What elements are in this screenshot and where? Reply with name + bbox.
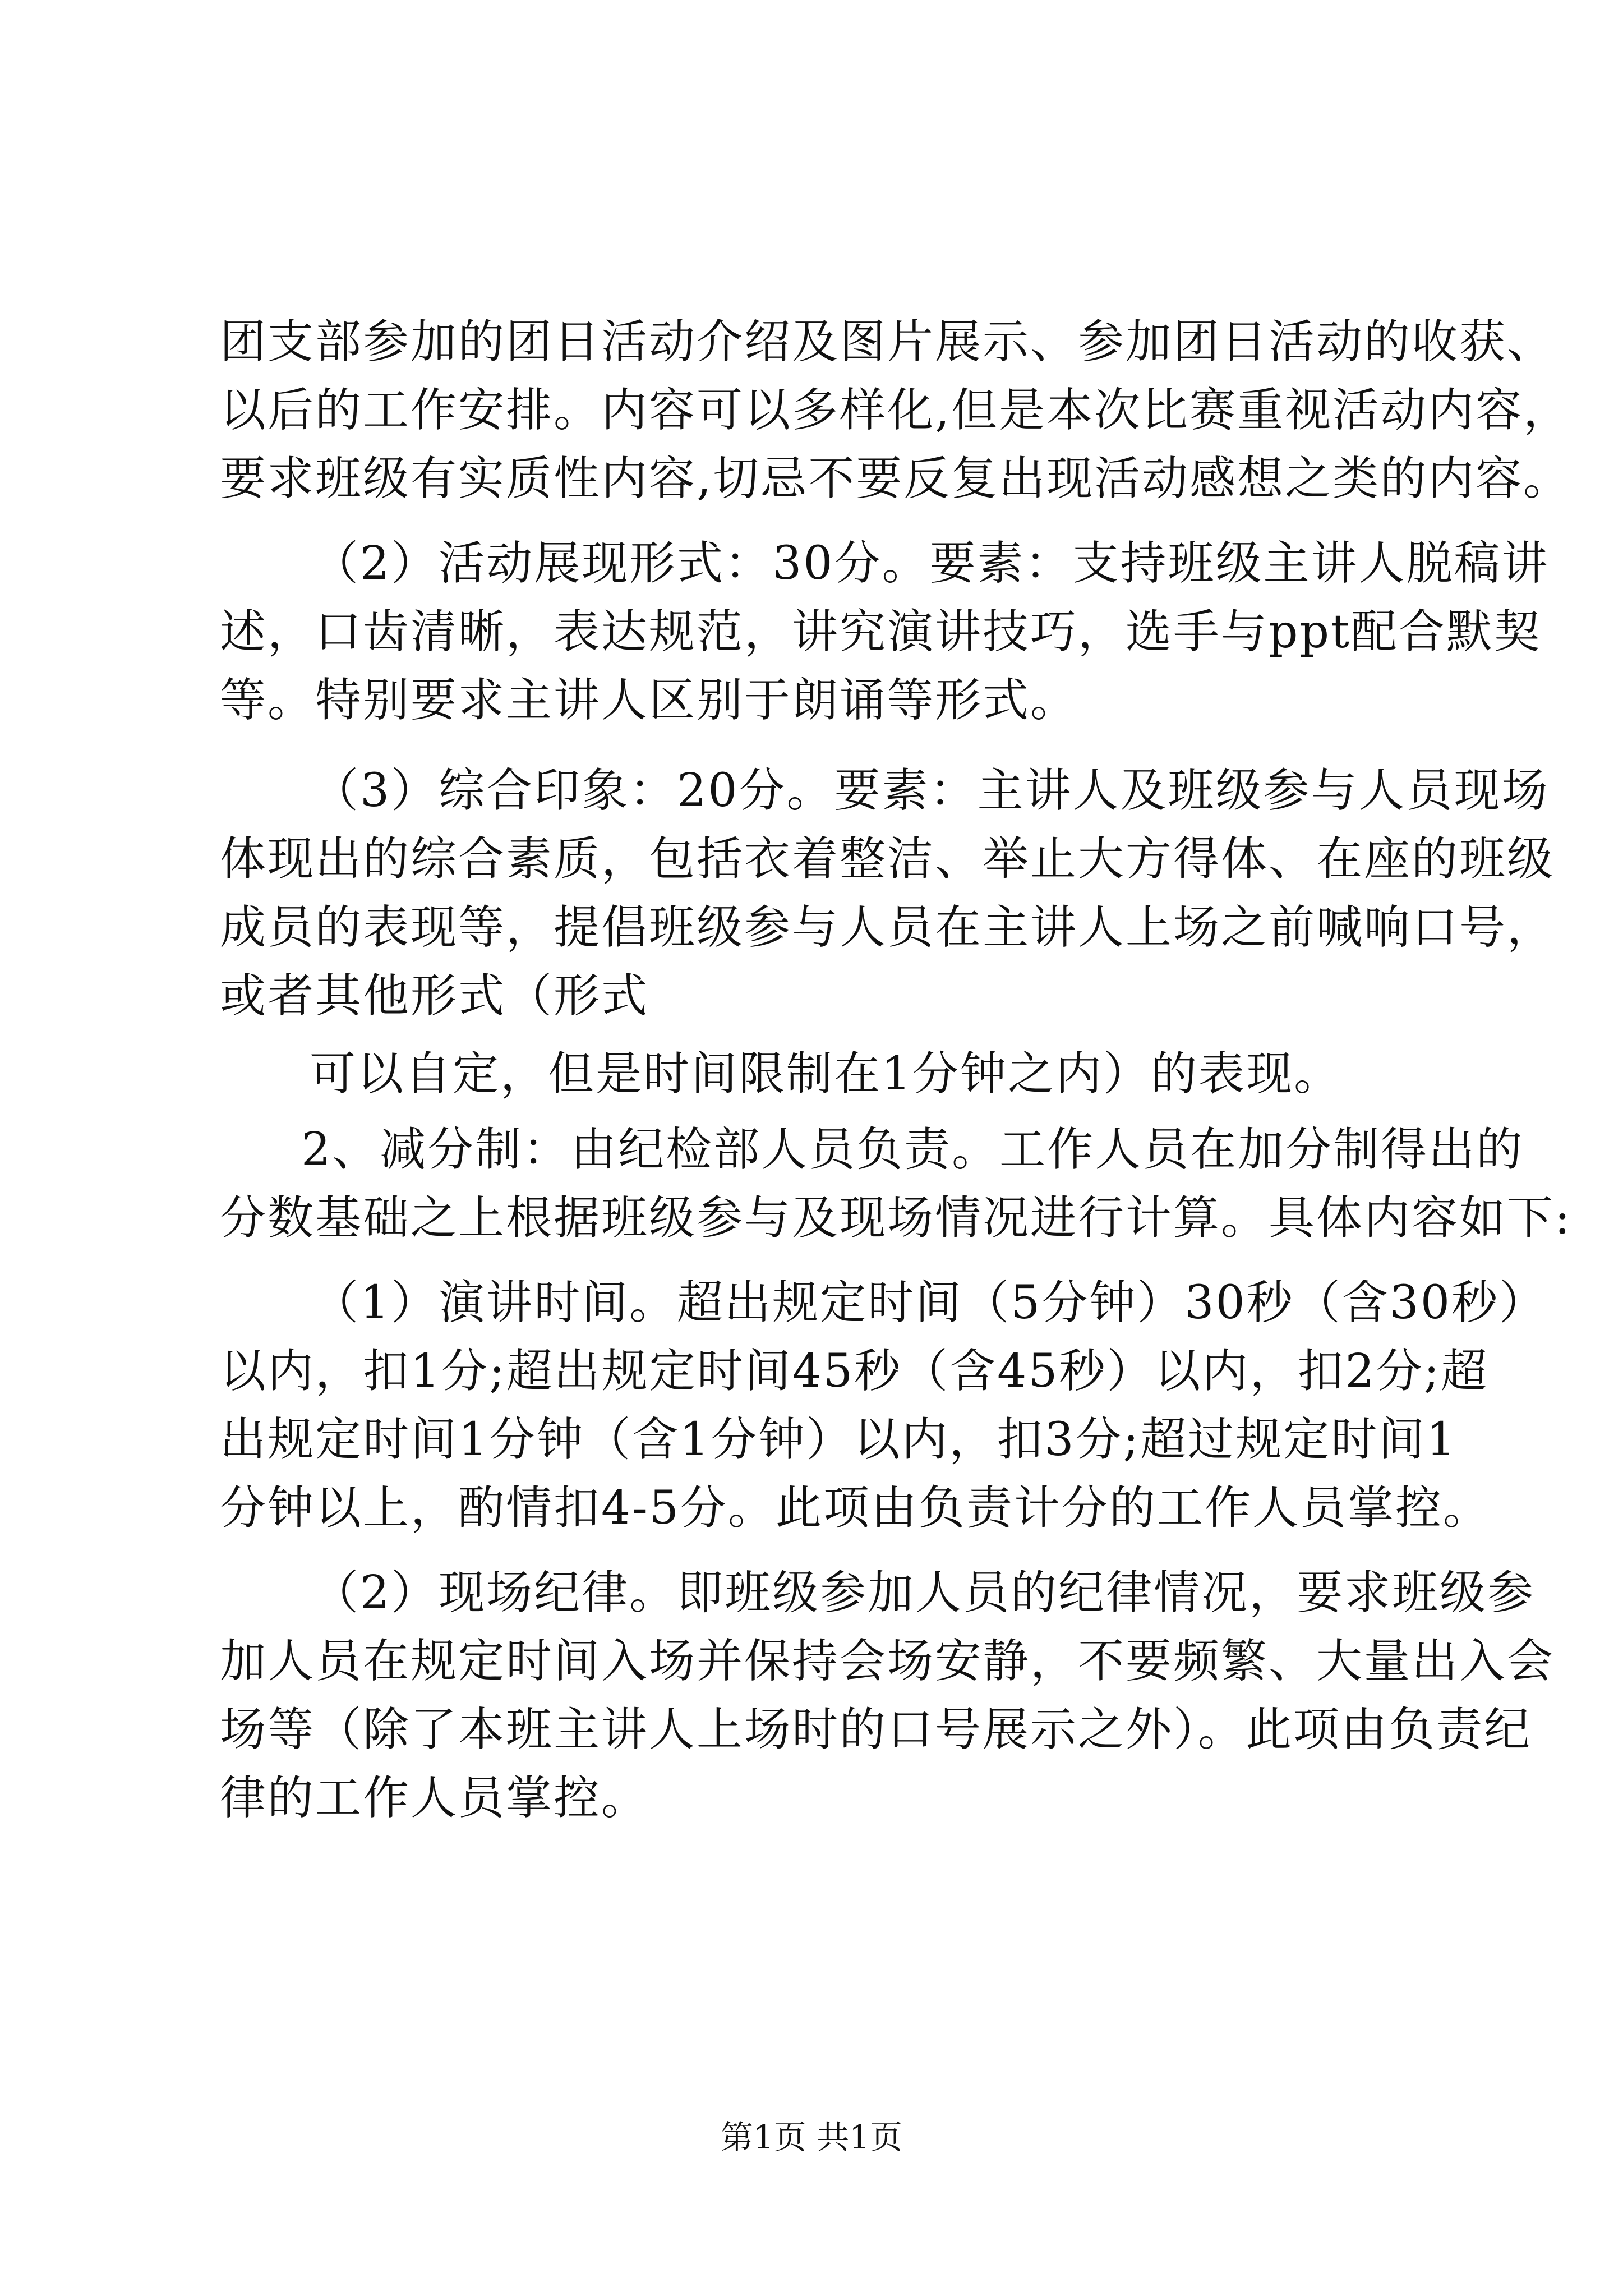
text-line: （3）综合印象：20分。要素：主讲人及班级参与人员现场	[312, 764, 1550, 817]
text-line: 2、减分制：由纪检部人员负责。工作人员在加分制得出的	[301, 1123, 1524, 1176]
text-line: 体现出的综合素质，包括衣着整洁、举止大方得体、在座的班级	[220, 832, 1555, 886]
text-line: 出规定时间1分钟（含1分钟）以内，扣3分;超过规定时间1	[220, 1413, 1458, 1466]
text-line: 加人员在规定时间入场并保持会场安静，不要频繁、大量出入会	[220, 1635, 1555, 1688]
text-line: 或者其他形式（形式	[220, 969, 649, 1023]
text-line: 场等（除了本班主讲人上场时的口号展示之外）。此项由负责纪	[220, 1703, 1532, 1756]
text-line: 分数基础之上根据班级参与及现场情况进行计算。具体内容如下:	[220, 1191, 1572, 1245]
text-line: 以内，扣1分;超出规定时间45秒（含45秒）以内，扣2分;超	[220, 1345, 1489, 1398]
text-line: 律的工作人员掌控。	[220, 1772, 649, 1825]
text-line: 等。特别要求主讲人区别于朗诵等形式。	[220, 674, 1078, 727]
text-line: 述，口齿清晰，表达规范，讲究演讲技巧，选手与ppt配合默契	[220, 605, 1542, 659]
text-line: 分钟以上，酌情扣4-5分。此项由负责计分的工作人员掌控。	[220, 1481, 1491, 1535]
text-line: 可以自定，但是时间限制在1分钟之内）的表现。	[310, 1047, 1342, 1101]
text-line: （2）活动展现形式：30分。要素：支持班级主讲人脱稿讲	[312, 537, 1550, 590]
text-line: 成员的表现等，提倡班级参与人员在主讲人上场之前喊响口号，	[220, 901, 1555, 954]
text-line: 团支部参加的团日活动介绍及图片展示、参加团日活动的收获、	[220, 315, 1555, 369]
text-line: （1）演讲时间。超出规定时间（5分钟）30秒（含30秒）	[312, 1276, 1547, 1329]
page-footer: 第1页 共1页	[720, 2118, 903, 2156]
text-line: 要求班级有实质性内容,切忌不要反复出现活动感想之类的内容。	[220, 452, 1571, 505]
text-line: 以后的工作安排。内容可以多样化,但是本次比赛重视活动内容，	[220, 384, 1571, 437]
text-line: （2）现场纪律。即班级参加人员的纪律情况，要求班级参	[312, 1566, 1536, 1619]
